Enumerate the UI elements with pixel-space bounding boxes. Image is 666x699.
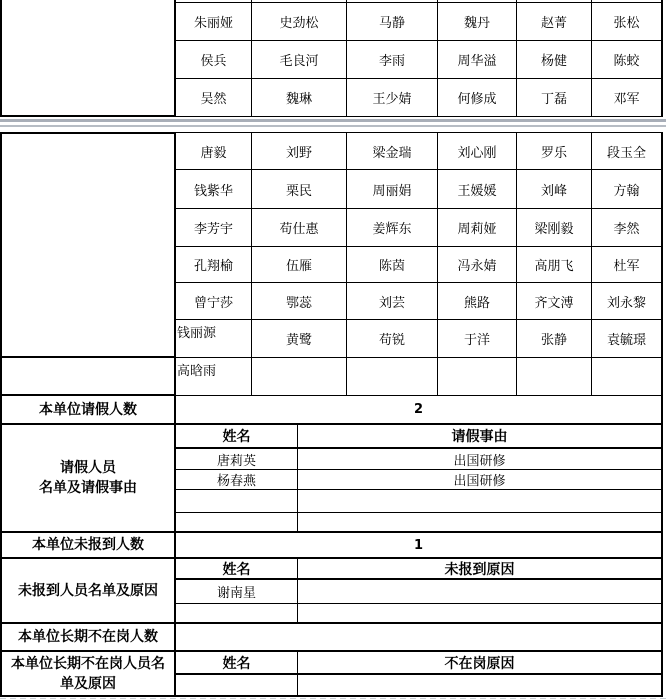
unreported-count-row	[0, 533, 663, 559]
roster-top-left-merged-cell[interactable]	[2, 0, 176, 117]
roster-cell[interactable]: 魏琳	[252, 79, 347, 116]
roster-cell[interactable]: 段玉全	[592, 133, 663, 169]
roster-main-section	[0, 132, 663, 396]
leave-count-label: 本单位请假人数	[2, 396, 176, 425]
roster-cell[interactable]: 刘永黎	[592, 283, 663, 319]
roster-main-left-bottom-cell[interactable]	[2, 358, 176, 396]
roster-cell[interactable]: 毛良河	[252, 41, 347, 78]
roster-cell[interactable]: 唐毅	[176, 133, 252, 169]
roster-cell[interactable]: 张静	[517, 320, 592, 357]
roster-cell[interactable]	[517, 0, 592, 2]
separator-line-top	[0, 119, 666, 122]
roster-main-left-column	[2, 132, 176, 396]
roster-cell[interactable]: 周华溢	[438, 41, 517, 78]
roster-cell[interactable]	[592, 358, 663, 395]
roster-row	[176, 41, 663, 79]
roster-cell[interactable]	[252, 0, 347, 2]
roster-cell[interactable]: 于洋	[438, 320, 517, 357]
leave-entry-row	[176, 490, 663, 513]
roster-cell[interactable]	[347, 358, 438, 395]
leave-list-header-row	[176, 425, 663, 449]
leave-entry-row	[176, 513, 663, 533]
roster-main-grid	[176, 132, 663, 396]
roster-cell[interactable]: 苟锐	[347, 320, 438, 357]
unreported-count-label: 本单位未报到人数	[2, 533, 176, 559]
leave-entry-row	[176, 449, 663, 470]
roster-cell[interactable]: 曾宁莎	[176, 283, 252, 319]
roster-cell[interactable]	[176, 0, 252, 2]
roster-cell[interactable]: 魏丹	[438, 3, 517, 40]
roster-row	[176, 358, 663, 396]
unreported-entry-row	[176, 580, 663, 604]
roster-row	[176, 209, 663, 247]
roster-cell[interactable]: 周丽娟	[347, 170, 438, 208]
roster-cell[interactable]: 罗乐	[517, 133, 592, 169]
roster-cell[interactable]: 钱紫华	[176, 170, 252, 208]
leave-entry-reason[interactable]	[298, 490, 663, 512]
absent-list-section	[0, 652, 663, 697]
roster-cell[interactable]: 刘芸	[347, 283, 438, 319]
leave-list-label-line1: 请假人员	[60, 460, 116, 476]
unreported-entry-name[interactable]: 谢南星	[176, 580, 298, 603]
unreported-count-value[interactable]: 1	[176, 533, 663, 559]
roster-cell[interactable]: 吴然	[176, 79, 252, 116]
leave-entry-name[interactable]: 唐莉英	[176, 449, 298, 469]
roster-cell[interactable]: 熊路	[438, 283, 517, 319]
roster-row	[176, 170, 663, 209]
unreported-entry-row	[176, 604, 663, 624]
roster-row	[176, 283, 663, 320]
roster-top-grid	[176, 0, 663, 117]
roster-cell[interactable]: 伍雁	[252, 247, 347, 282]
leave-count-row	[0, 396, 663, 425]
roster-cell[interactable]	[438, 0, 517, 2]
roster-cell[interactable]: 杜军	[592, 247, 663, 282]
roster-cell[interactable]: 冯永婧	[438, 247, 517, 282]
roster-cell[interactable]: 史劲松	[252, 3, 347, 40]
absent-entry-row	[176, 675, 663, 697]
roster-cell[interactable]: 黄鹭	[252, 320, 347, 357]
roster-cell[interactable]: 侯兵	[176, 41, 252, 78]
absent-list-label-line1: 本单位长期不在岗人员名	[11, 655, 165, 672]
roster-cell[interactable]: 李芳宇	[176, 209, 252, 246]
page-break-separator	[0, 119, 666, 132]
roster-cell[interactable]: 高朋飞	[517, 247, 592, 282]
roster-cell[interactable]: 高晗雨	[176, 358, 252, 395]
leave-entry-reason[interactable]	[298, 513, 663, 531]
roster-cell[interactable]	[438, 358, 517, 395]
roster-cell[interactable]: 马静	[347, 3, 438, 40]
roster-main-left-merged-cell[interactable]	[2, 132, 176, 358]
separator-line-bottom	[0, 125, 666, 127]
absent-count-label: 本单位长期不在岗人数	[2, 624, 176, 652]
roster-cell[interactable]: 梁刚毅	[517, 209, 592, 246]
column-header-name: 姓名	[176, 559, 298, 578]
roster-cell[interactable]: 李然	[592, 209, 663, 246]
roster-cell[interactable]: 鄂蕊	[252, 283, 347, 319]
roster-cell[interactable]: 周莉娅	[438, 209, 517, 246]
roster-cell[interactable]: 丁磊	[517, 79, 592, 116]
roster-row	[176, 132, 663, 170]
absent-list-label	[2, 652, 176, 697]
roster-cell[interactable]: 方翰	[592, 170, 663, 208]
unreported-entry-reason[interactable]	[298, 580, 663, 603]
column-header-name: 姓名	[176, 425, 298, 447]
roster-cell[interactable]: 孔翔榆	[176, 247, 252, 282]
roster-cell[interactable]: 李雨	[347, 41, 438, 78]
column-header-leave-reason: 请假事由	[298, 425, 663, 447]
roster-cell[interactable]	[347, 0, 438, 2]
roster-cell[interactable]: 张松	[592, 3, 663, 40]
column-header-name: 姓名	[176, 652, 298, 673]
absent-list-table	[176, 652, 663, 697]
roster-cell[interactable]: 赵菁	[517, 3, 592, 40]
column-header-absent-reason: 不在岗原因	[298, 652, 663, 673]
absent-entry-name[interactable]	[176, 675, 298, 695]
absent-entry-reason[interactable]	[298, 675, 663, 695]
roster-row	[176, 79, 663, 117]
roster-cell[interactable]: 栗民	[252, 170, 347, 208]
roster-cell[interactable]	[592, 0, 663, 2]
roster-cell[interactable]: 陈蛟	[592, 41, 663, 78]
roster-cell[interactable]: 刘心刚	[438, 133, 517, 169]
absent-count-row	[0, 624, 663, 652]
unreported-entry-name[interactable]	[176, 604, 298, 622]
unreported-list-label: 未报到人员名单及原因	[2, 559, 176, 624]
roster-cell[interactable]: 齐文溥	[517, 283, 592, 319]
roster-cell[interactable]: 王媛媛	[438, 170, 517, 208]
leave-list-label	[2, 425, 176, 533]
roster-row	[176, 320, 663, 358]
leave-list-section	[0, 425, 663, 533]
unreported-list-section	[0, 559, 663, 624]
leave-entry-row	[176, 470, 663, 490]
leave-entry-name[interactable]	[176, 490, 298, 512]
roster-cell[interactable]: 邓军	[592, 79, 663, 116]
roster-cell[interactable]: 梁金瑞	[347, 133, 438, 169]
unreported-entry-reason[interactable]	[298, 604, 663, 622]
absent-header-row	[176, 652, 663, 675]
roster-cell[interactable]: 刘峰	[517, 170, 592, 208]
roster-cell[interactable]	[517, 358, 592, 395]
roster-cell[interactable]: 杨健	[517, 41, 592, 78]
roster-cell[interactable]: 何修成	[438, 79, 517, 116]
roster-row	[176, 247, 663, 283]
leave-entry-name[interactable]	[176, 513, 298, 531]
roster-row	[176, 3, 663, 41]
roster-cell[interactable]: 王少婧	[347, 79, 438, 116]
roster-cell[interactable]: 袁毓璟	[592, 320, 663, 357]
absent-list-label-line2: 单及原因	[60, 675, 116, 692]
column-header-unreported-reason: 未报到原因	[298, 559, 663, 578]
leave-list-label-line2: 名单及请假事由	[39, 480, 137, 496]
unreported-header-row	[176, 559, 663, 580]
leave-count-value[interactable]: 2	[176, 396, 663, 425]
unreported-list-table	[176, 559, 663, 624]
roster-cell[interactable]	[252, 358, 347, 395]
roster-cell[interactable]: 苟仕惠	[252, 209, 347, 246]
roster-top-section	[0, 0, 663, 117]
roster-cell[interactable]: 钱丽源	[176, 320, 252, 357]
leave-entry-reason[interactable]: 出国研修	[298, 470, 663, 489]
roster-cell[interactable]: 陈茵	[347, 247, 438, 282]
leave-entry-reason[interactable]: 出国研修	[298, 449, 663, 469]
leave-list-table	[176, 425, 663, 533]
leave-entry-name[interactable]: 杨春燕	[176, 470, 298, 489]
roster-cell[interactable]: 姜辉东	[347, 209, 438, 246]
absent-count-value[interactable]	[176, 624, 663, 652]
roster-cell[interactable]: 朱丽娅	[176, 3, 252, 40]
roster-cell[interactable]: 刘野	[252, 133, 347, 169]
